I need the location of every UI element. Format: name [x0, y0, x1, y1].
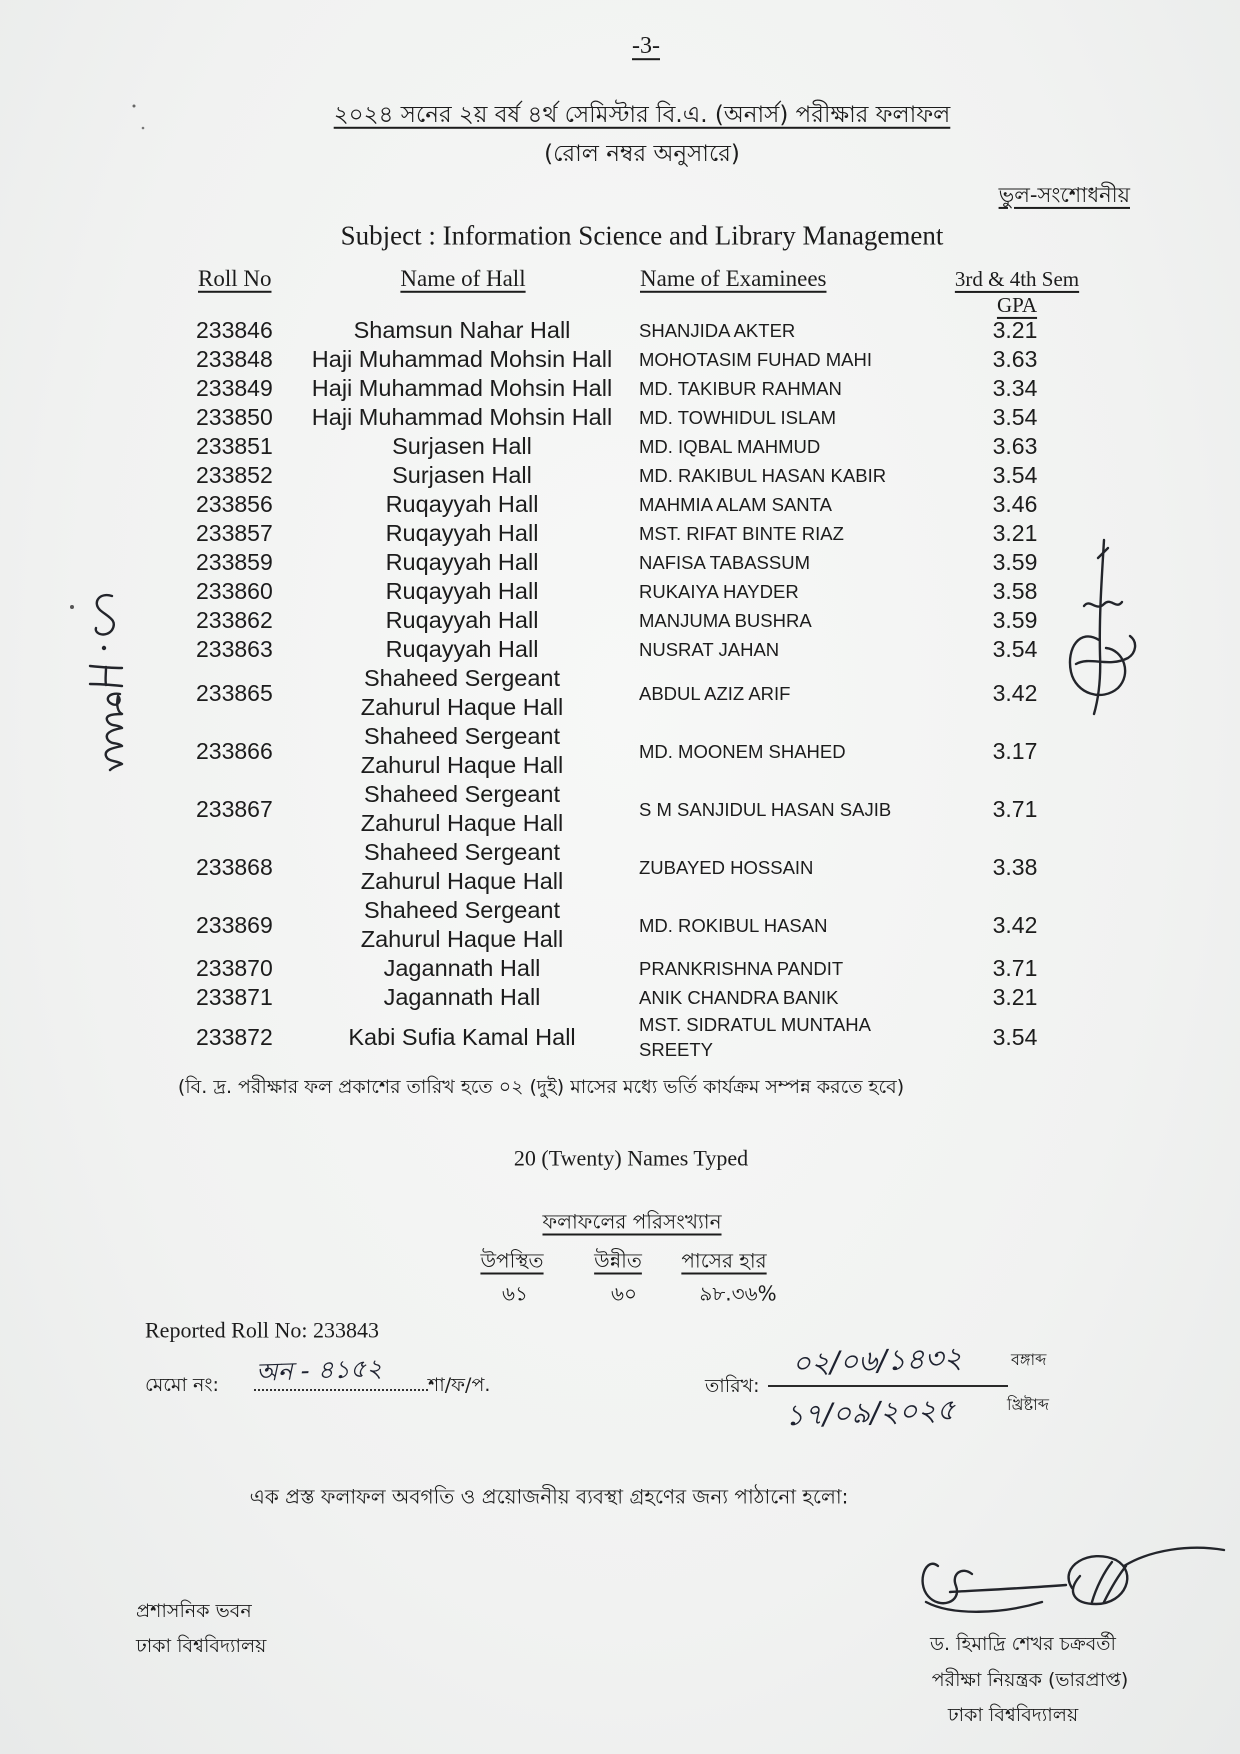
signatory-name: ড. হিমাদ্রি শেখর চক্রবর্তী [930, 1633, 1116, 1656]
forwarding-note: এক প্রস্ত ফলাফল অবগতি ও প্রয়োজনীয় ব্যবস্থা গ্রহণের জন্য পাঠানো হলো: [249, 1484, 849, 1509]
examinee-name-cell: MOHOTASIM FUHAD MAHI [639, 349, 872, 370]
hall-name-cell: Jagannath Hall [383, 984, 541, 1010]
roll-number-cell: 233871 [196, 984, 273, 1010]
gpa-cell: 3.71 [992, 955, 1038, 981]
office-line-building: প্রশাসনিক ভবন [136, 1600, 252, 1623]
examinee-name-cell: PRANKRISHNA PANDIT [639, 958, 844, 979]
hall-name-cell: Ruqayyah Hall [385, 491, 539, 517]
hall-name-cell: Haji Muhammad Mohsin Hall [311, 375, 613, 401]
hall-name-cell: Shaheed Sergeant Zahurul Haque Hall [360, 781, 564, 836]
gpa-cell: 3.34 [992, 375, 1038, 401]
table-row [196, 345, 1240, 374]
roll-number-cell: 233863 [196, 636, 273, 662]
examinee-name-cell: NUSRAT JAHAN [639, 639, 780, 660]
header-examinee-name: Name of Examinees [640, 265, 827, 291]
examinee-name-cell: S M SANJIDUL HASAN SAJIB [639, 798, 892, 820]
controller-signature [923, 1548, 1224, 1612]
office-line-university: ঢাকা বিশ্ববিদ্যালয় [136, 1635, 267, 1658]
memo-dotted-leader [254, 1389, 428, 1391]
examinee-name-cell: MD. IQBAL MAHMUD [639, 436, 821, 457]
header-hall-name: Name of Hall [400, 265, 526, 291]
gpa-cell: 3.58 [992, 578, 1038, 604]
roll-number-cell: 233857 [196, 520, 273, 546]
examinee-name-cell: MD. MOONEM SHAHED [639, 740, 846, 762]
gpa-cell: 3.54 [992, 404, 1038, 430]
gpa-cell: 3.59 [992, 549, 1038, 575]
statistics-label-present: উপস্থিত [480, 1248, 544, 1273]
header-semester: 3rd & 4th Sem [954, 266, 1080, 291]
roll-number-cell: 233872 [196, 1023, 273, 1050]
gregorian-era-label: খ্রিষ্টাব্দ [1007, 1394, 1049, 1414]
handwritten-bangla-date: ০২/০৬/১৪৩২ [791, 1340, 963, 1381]
table-row [196, 838, 1240, 896]
hall-name-cell: Ruqayyah Hall [385, 520, 539, 546]
memo-handwritten-number: অন - ৪১৫২ [255, 1353, 383, 1387]
names-typed-count: 20 (Twenty) Names Typed [513, 1145, 749, 1171]
roll-number-cell: 233848 [196, 346, 273, 372]
examinee-name-cell: MD. RAKIBUL HASAN KABIR [639, 465, 887, 486]
table-row [196, 403, 1240, 432]
statistics-label-promoted: উন্নীত [594, 1248, 642, 1273]
hall-name-cell: Ruqayyah Hall [385, 607, 539, 633]
roll-number-cell: 233850 [196, 404, 273, 430]
examinee-name-cell: ABDUL AZIZ ARIF [639, 682, 791, 704]
table-row [196, 374, 1240, 403]
gpa-cell: 3.21 [992, 317, 1038, 343]
roll-number-cell: 233869 [196, 911, 273, 938]
hall-name-cell: Shaheed Sergeant Zahurul Haque Hall [360, 665, 564, 720]
table-row [196, 983, 1240, 1012]
table-row [196, 1012, 1240, 1062]
document-title: ২০২৪ সনের ২য় বর্ষ ৪র্থ সেমিস্টার বি.এ. (অনার্স) পরীক্ষার ফলাফল [333, 101, 951, 128]
gpa-cell: 3.42 [992, 911, 1038, 938]
gpa-cell: 3.63 [992, 346, 1038, 372]
statistics-value-promoted: ৬০ [610, 1281, 638, 1306]
table-row [196, 664, 1240, 722]
results-table-body [0, 316, 1240, 1062]
gpa-cell: 3.54 [992, 636, 1038, 662]
gpa-cell: 3.38 [992, 853, 1038, 880]
table-row [196, 432, 1240, 461]
gpa-cell: 3.71 [992, 795, 1038, 822]
roll-number-cell: 233849 [196, 375, 273, 401]
examinee-name-cell: RUKAIYA HAYDER [639, 581, 799, 602]
hall-name-cell: Shamsun Nahar Hall [353, 317, 571, 343]
roll-number-cell: 233852 [196, 462, 273, 488]
hall-name-cell: Surjasen Hall [392, 433, 532, 459]
examinee-name-cell: MD. ROKIBUL HASAN [639, 914, 828, 936]
examinee-name-cell: SHANJIDA AKTER [639, 320, 796, 341]
roll-number-cell: 233860 [196, 578, 273, 604]
examinee-name-cell: MANJUMA BUSHRA [639, 610, 812, 631]
table-row [196, 519, 1240, 548]
roll-number-cell: 233862 [196, 607, 273, 633]
table-row [196, 548, 1240, 577]
table-row [196, 606, 1240, 635]
statistics-title: ফলাফলের পরিসংখ্যান [542, 1209, 722, 1234]
memo-label: মেমো নং: [145, 1374, 219, 1397]
roll-number-cell: 233856 [196, 491, 273, 517]
roll-number-cell: 233846 [196, 317, 273, 343]
table-row [196, 896, 1240, 954]
date-divider-line [768, 1385, 1008, 1387]
statistics-value-present: ৬১ [502, 1281, 528, 1306]
hall-name-cell: Ruqayyah Hall [385, 549, 539, 575]
date-label: তারিখ: [705, 1375, 760, 1398]
gpa-cell: 3.46 [992, 491, 1038, 517]
hall-name-cell: Shaheed Sergeant Zahurul Haque Hall [360, 897, 564, 952]
examinee-name-cell: MST. RIFAT BINTE RIAZ [639, 523, 844, 544]
hall-name-cell: Haji Muhammad Mohsin Hall [311, 404, 613, 430]
table-row [196, 722, 1240, 780]
gpa-cell: 3.17 [992, 737, 1038, 764]
table-row [196, 780, 1240, 838]
header-roll-no: Roll No [198, 265, 272, 291]
table-row [196, 577, 1240, 606]
gpa-cell: 3.42 [992, 679, 1038, 706]
gpa-cell: 3.54 [992, 462, 1038, 488]
signatory-title: পরীক্ষা নিয়ন্ত্রক (ভারপ্রাপ্ত) [931, 1669, 1129, 1692]
memo-suffix: শা/ফ/প. [428, 1374, 491, 1397]
hall-name-cell: Jagannath Hall [383, 955, 541, 981]
roll-number-cell: 233865 [196, 679, 273, 706]
roll-number-cell: 233867 [196, 795, 273, 822]
handwritten-gregorian-date: ১৭/০৯/২০২৫ [784, 1392, 956, 1433]
corrigendum-label: ভুল-সংশোধনীয় [998, 182, 1130, 207]
table-row [196, 954, 1240, 983]
hall-name-cell: Ruqayyah Hall [385, 578, 539, 604]
examinee-name-cell: ZUBAYED HOSSAIN [639, 856, 814, 878]
signatory-institution: ঢাকা বিশ্ববিদ্যালয় [947, 1704, 1079, 1727]
roll-number-cell: 233870 [196, 955, 273, 981]
hall-name-cell: Shaheed Sergeant Zahurul Haque Hall [360, 839, 564, 894]
reported-roll-number: Reported Roll No: 233843 [145, 1317, 380, 1343]
hall-name-cell: Surjasen Hall [392, 462, 532, 488]
admission-note: (বি. দ্র. পরীক্ষার ফল প্রকাশের তারিখ হতে ০২ (দুই) মাসের মধ্যে ভর্তি কার্যক্রম সম্পন্ন করতে হবে) [177, 1076, 905, 1099]
table-row [196, 316, 1240, 345]
gpa-cell: 3.63 [992, 433, 1038, 459]
hall-name-cell: Kabi Sufia Kamal Hall [348, 1023, 576, 1050]
roll-number-cell: 233866 [196, 737, 273, 764]
hall-name-cell: Haji Muhammad Mohsin Hall [311, 346, 613, 372]
roll-number-cell: 233851 [196, 433, 273, 459]
header-gpa: GPA [996, 292, 1038, 317]
gpa-cell: 3.59 [992, 607, 1038, 633]
examinee-name-cell: MD. TOWHIDUL ISLAM [639, 407, 837, 428]
roll-number-cell: 233868 [196, 853, 273, 880]
document-subtitle: (রোল নম্বর অনুসারে) [544, 140, 740, 167]
table-row [196, 635, 1240, 664]
gpa-cell: 3.21 [992, 984, 1038, 1010]
hall-name-cell: Shaheed Sergeant Zahurul Haque Hall [360, 723, 564, 778]
statistics-label-pass-rate: পাসের হার [681, 1248, 767, 1273]
page-number: -3- [632, 33, 660, 60]
gpa-cell: 3.54 [992, 1023, 1038, 1050]
examinee-name-cell: MD. TAKIBUR RAHMAN [639, 378, 842, 399]
subject-heading: Subject : Information Science and Library Management [340, 220, 944, 251]
examinee-name-cell: ANIK CHANDRA BANIK [639, 987, 839, 1008]
table-row [196, 490, 1240, 519]
roll-number-cell: 233859 [196, 549, 273, 575]
gpa-cell: 3.21 [992, 520, 1038, 546]
examinee-name-cell: MAHMIA ALAM SANTA [639, 494, 832, 515]
hall-name-cell: Ruqayyah Hall [385, 636, 539, 662]
examinee-name-cell: NAFISA TABASSUM [639, 552, 810, 573]
bangla-era-label: বঙ্গাব্দ [1011, 1349, 1047, 1369]
table-row [196, 461, 1240, 490]
examinee-name-cell: MST. SIDRATUL MUNTAHA SREETY [639, 1014, 871, 1060]
statistics-value-pass-rate: ৯৮.৩৬% [699, 1281, 777, 1306]
